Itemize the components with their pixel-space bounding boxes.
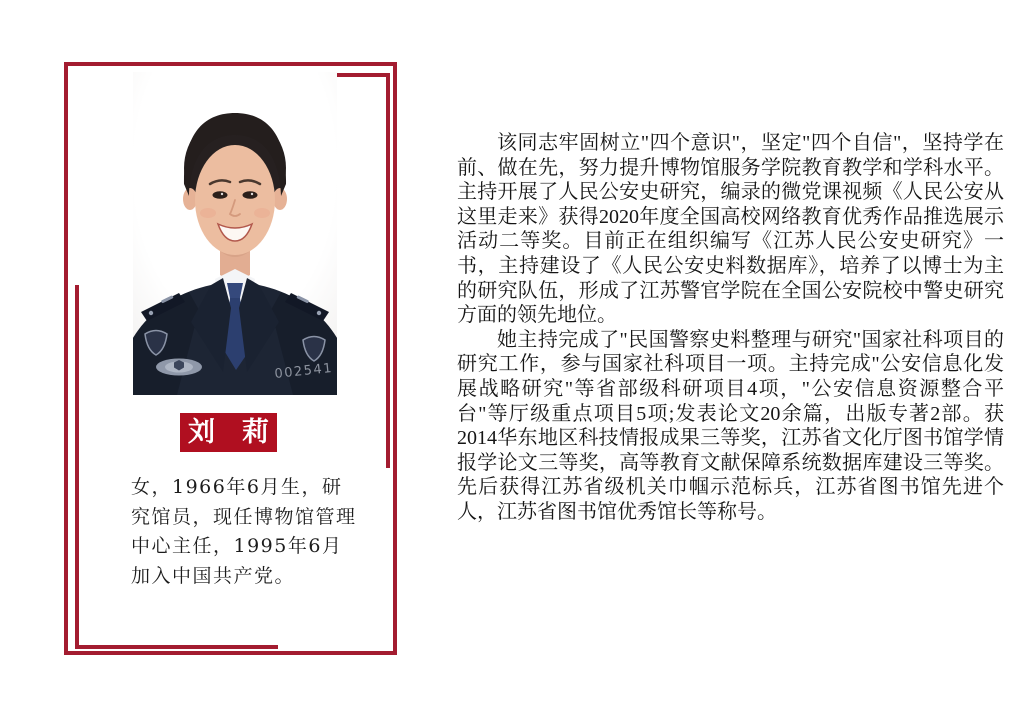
name-surname: 刘 [188, 417, 215, 447]
bio-text: 女，1966年6月生，研究馆员，现任博物馆管理中心主任，1995年6月加入中国共产党。 [131, 476, 357, 587]
badge-number-text: 002541 [273, 360, 334, 382]
person-portrait-illustration [133, 72, 337, 395]
description-paragraph-1: 该同志牢固树立"四个意识"，坚定"四个自信"，坚持学在前、做在先，努力提升博物馆服务学院教育教学和学科水平。主持开展了人民公安史研究，编录的微党课视频《人民公安从这里走来》获得2020年度全国高校网络教育优秀作品推选展示活动二等奖。目前正在组织编写《江苏人民公安史研究》一书，主持建设了《人民公安史料数据库》，培养了以博士为主的研究队伍，形成了江苏警官学院在全国公安院校中警史研究方面的领先地位。 [457, 132, 1004, 327]
name-label [180, 413, 277, 452]
portrait-photo [133, 72, 337, 395]
profile-description [457, 131, 1004, 525]
name-given: 莉 [242, 417, 269, 447]
description-paragraph-2: 她主持完成了"民国警察史料整理与研究"国家社科项目的研究工作，参与国家社科项目一项。主持完成"公安信息化发展战略研究"等省部级科研项目4项，"公安信息资源整合平台"等厅级重点项目5项;发表论文20余篇，出版专著2部。获2014华东地区科技情报成果三等奖，江苏省文化厅图书馆学情报学论文三等奖，高等教育文献保障系统数据库建设三等奖。先后获得江苏省级机关巾帼示范标兵，江苏省图书馆先进个人，江苏省图书馆优秀馆长等称号。 [457, 328, 1004, 523]
